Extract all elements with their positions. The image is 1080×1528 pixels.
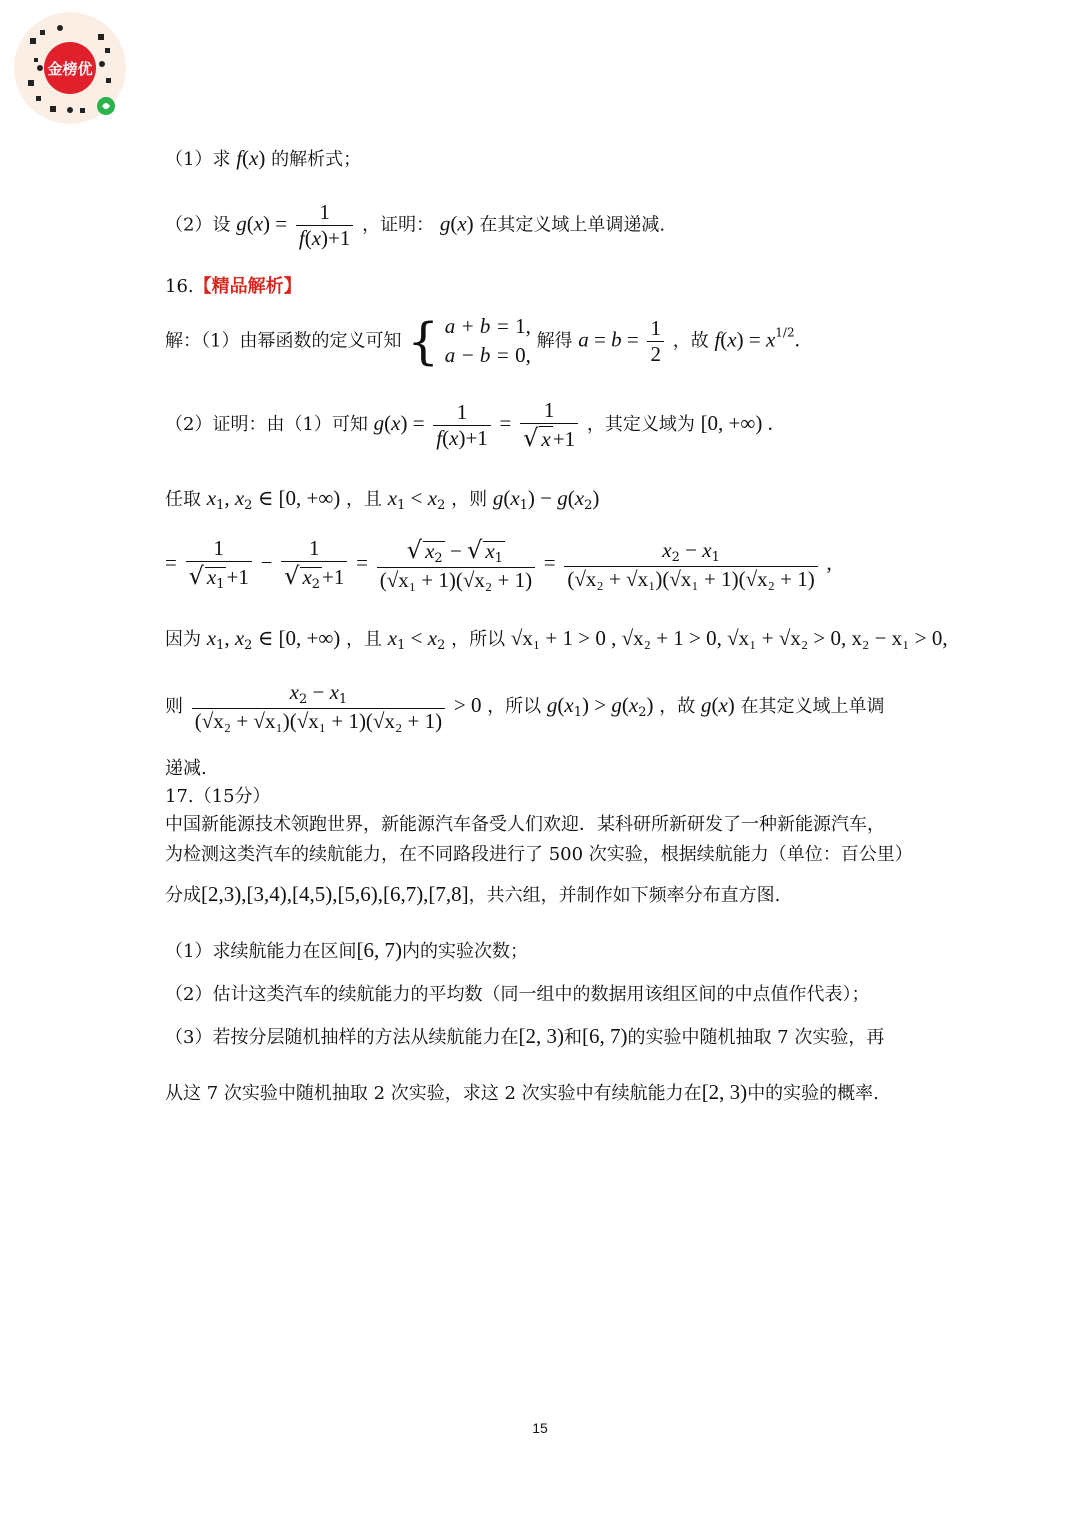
subquestion-1: （1）求续航能力在区间[6, 7)内的实验次数； <box>165 938 528 962</box>
section-16-heading: 16.【精品解析】 <box>165 276 302 297</box>
question-1: （1）求 f(x) 的解析式； <box>165 146 362 170</box>
take-line: 任取 $x_1$, $x_2$ ∈ [0, +∞) ，且 $x_1 < x_2$ ，则 $g(x_1) - g(x_2)$ <box>165 486 600 513</box>
solution-2: （2）证明：由（1）可知 g(x) = $\frac{1}{f(x)+1}$ = $\frac{1}{√ x+1}$ ，其定义域为 [0, +∞) . <box>165 398 773 452</box>
logo <box>10 8 130 128</box>
because-line: 因为 $x_1$, $x_2$ ∈ [0, +∞) ，且 $x_1 < x_2$ ，所以 √x₁ + 1 > 0 , √x₂ + 1 > 0, √x₁ + √x₂ > 0, x₂ − x₁ > 0, <box>165 626 948 653</box>
svg-text:金榜优: 金榜优 <box>47 60 93 78</box>
question-2: （2）设 g(x) = $\frac{1}{f(x)+1}$ ，证明： g(x) 在其定义域上单调递减. <box>165 200 666 250</box>
subquestion-3-cont: 从这 7 次实验中随机抽取 2 次实验，求这 2 次实验中有续航能力在[2, 3)中的实验的概率. <box>165 1080 879 1104</box>
section-17-heading: 17.（15分） <box>165 786 271 807</box>
decreasing-line: 递减. <box>165 758 207 779</box>
solution-1: 解：（1）由幂函数的定义可知 { a + b = 1, a − b = 0, 解得 a = b = $\frac{1}{2}$ ，故 $f(x) = x^{1/2}$. <box>165 312 800 371</box>
subquestion-2: （2）估计这类汽车的续航能力的平均数（同一组中的数据用该组区间的中点值作代表）； <box>165 984 870 1005</box>
problem-17-line-2: 为检测这类汽车的续航能力，在不同路段进行了 500 次实验，根据续航能力（单位：百公里） <box>165 844 913 865</box>
subquestion-3: （3）若按分层随机抽样的方法从续航能力在[2, 3)和[6, 7)的实验中随机抽取 7 次实验，再 <box>165 1024 885 1048</box>
qr-logo-icon <box>10 8 130 128</box>
problem-17-line-3: 分成[2,3),[3,4),[4,5),[5,6),[6,7),[7,8]，共六组，并制作如下频率分布直方图. <box>165 882 781 906</box>
then-line: 则 $\frac{x_2 - x_1}{\text{(√x₂ + √x₁)(√x₁ + 1)(√x₂ + 1)}}$ > 0 ，所以 $g(x_1) > g(x_2)$ ，故 g(x) 在其定义域上单调 <box>165 680 885 733</box>
difference-expression: = $\frac{1}{√ x_1+1}$ − $\frac{1}{√ x_2+1}$ = $\frac{√ x_2 - √ x_1}{\text{(√x₁ + 1)(√x₂ + 1)}}$ = $\frac{x_2 - x_1}{\text{(√x₂ + √x₁)(√x₁ + 1)(√x₂ + 1)}}$ , <box>165 536 832 592</box>
page-number: 15 <box>532 1420 548 1436</box>
problem-17-line-1: 中国新能源技术领跑世界，新能源汽车备受人们欢迎．某科研所新研发了一种新能源汽车， <box>165 814 885 835</box>
